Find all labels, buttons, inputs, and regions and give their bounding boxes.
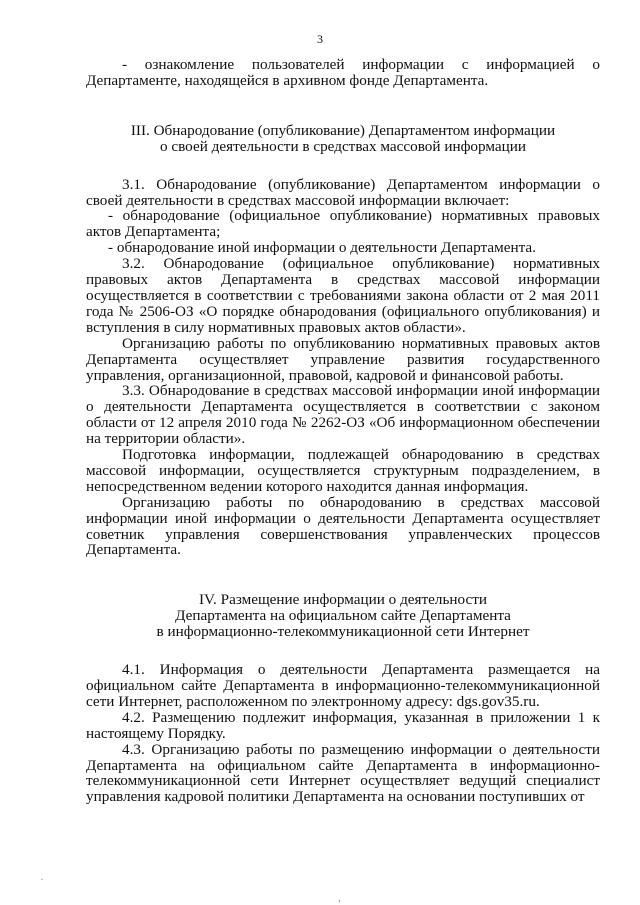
section-3-heading: [86, 123, 600, 155]
scan-speck: ,: [338, 890, 341, 904]
section-4-heading-line: в информационно-телекоммуникационной сети Интернет: [156, 623, 530, 641]
section-4-heading-line: IV. Размещение информации о деятельности: [198, 591, 488, 609]
intro-list-item: - ознакомление пользователей информации с информацией о Департаменте, находящейся в архивном фонде Департамента.: [86, 56, 600, 89]
section-4-heading-line: Департамента на официальном сайте Департамента: [175, 607, 511, 625]
section-4-heading: [86, 592, 600, 640]
paragraph: Организацию работы по обнародованию в средствах массовой информации иной информации о деятельности Департамента осуществляет советник управления совершенствования управленческих процессов Департамента.: [86, 493, 600, 559]
list-item: - обнародование (официальное опубликование) нормативных правовых актов Департамента;: [86, 207, 600, 241]
paragraph: Подготовка информации, подлежащей обнародованию в средствах массовой информации, осуществляется структурным подразделением, в непосредственном ведении которого находится данная информация.: [86, 446, 600, 495]
paragraph-4-1: 4.1. Информация о деятельности Департамента размещается на официальном сайте Департамента в информационно-телекоммуникационной сети Интернет, расположенном по электронному адресу: dgs.gov35.ru.: [86, 661, 600, 710]
page-number: 3: [317, 32, 323, 46]
page-content: [86, 57, 600, 805]
list-item: - обнародование иной информации о деятельности Департамента.: [108, 239, 536, 257]
paragraph-4-2: 4.2. Размещению подлежит информация, указанная в приложении 1 к настоящему Порядку.: [86, 708, 600, 742]
section-3-heading-line: III. Обнародование (опубликование) Департаментом информации: [130, 121, 556, 139]
section-3-heading-line: о своей деятельности в средствах массовой информации: [159, 137, 527, 155]
paragraph-3-1: 3.1. Обнародование (опубликование) Департаментом информации о своей деятельности в средствах массовой информации включает:: [86, 175, 600, 209]
scan-speck: ·: [40, 872, 44, 886]
paragraph-3-2: 3.2. Обнародование (официальное опубликование) нормативных правовых актов Департамента в средствах массовой информации осуществляется в соответствии с требованиями закона области от 2 мая 2011 года № 2506-ОЗ «О порядке обнародования (официального опубликования) и вступления в силу нормативных правовых актов области».: [86, 255, 600, 336]
paragraph-4-3: 4.3. Организацию работы по размещению информации о деятельности Департамента на официальном сайте Департамента в информационно-телекоммуникационной сети Интернет осуществляет ведущий специалист управления кадровой политики Департамента на основании поступивших от: [86, 740, 600, 806]
paragraph: Организацию работы по опубликованию нормативных правовых актов Департамента осуществляет управление развития государственного управления, организационной, правовой, кадровой и финансовой работы.: [86, 334, 600, 384]
paragraph-3-3: 3.3. Обнародование в средствах массовой информации иной информации о деятельности Департамента осуществляется в соответствии с законом области от 12 апреля 2010 года № 2262-ОЗ «Об информационном обеспечении на территории области».: [86, 382, 600, 448]
